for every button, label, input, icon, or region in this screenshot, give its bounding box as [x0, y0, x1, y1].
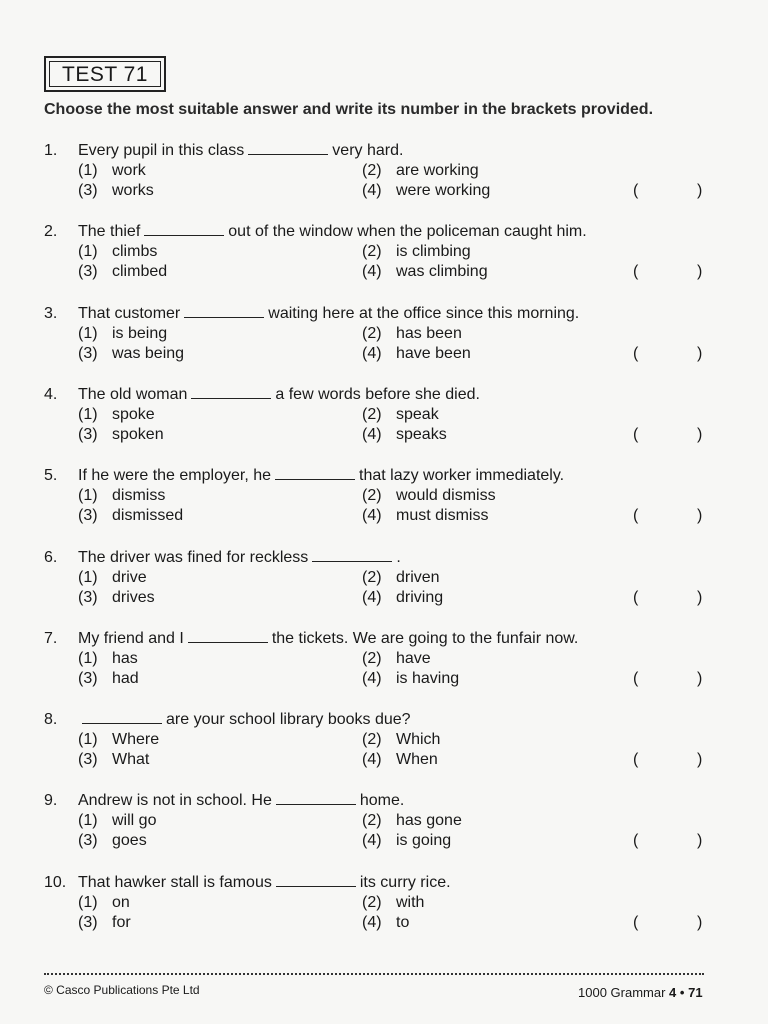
- option-1: [78, 406, 155, 424]
- option-4: [362, 751, 438, 769]
- question-item: [0, 874, 768, 944]
- stem-after: are your school library books due?: [166, 711, 411, 728]
- option-number: (3): [78, 589, 98, 606]
- question-number: 2.: [44, 223, 58, 240]
- option-number: (1): [78, 812, 98, 829]
- answer-bracket-close: ): [697, 670, 703, 687]
- option-text: will go: [112, 812, 157, 829]
- book-title: 1000 Grammar: [578, 985, 666, 1000]
- option-number: (4): [362, 751, 382, 768]
- option-text: must dismiss: [396, 507, 489, 524]
- option-number: (2): [362, 325, 382, 342]
- option-number: (2): [362, 162, 382, 179]
- question-stem: [78, 223, 587, 241]
- option-number: (1): [78, 162, 98, 179]
- option-number: (4): [362, 832, 382, 849]
- answer-blank: [144, 234, 224, 236]
- answer-bracket-close: ): [697, 426, 703, 443]
- option-number: (3): [78, 426, 98, 443]
- option-number: (3): [78, 670, 98, 687]
- stem-after: a few words before she died.: [275, 386, 480, 403]
- stem-before: The driver was fined for reckless: [78, 549, 309, 566]
- option-number: (1): [78, 325, 98, 342]
- option-3: [78, 182, 154, 200]
- option-number: (2): [362, 731, 382, 748]
- option-1: [78, 487, 165, 505]
- option-text: is going: [396, 832, 452, 849]
- option-number: (4): [362, 345, 382, 362]
- option-number: (2): [362, 812, 382, 829]
- option-1: [78, 569, 147, 587]
- stem-before: That customer: [78, 305, 181, 322]
- option-4: [362, 345, 471, 363]
- option-number: (1): [78, 731, 98, 748]
- answer-blank: [82, 722, 162, 724]
- option-1: [78, 325, 167, 343]
- question-item: [0, 305, 768, 375]
- option-4: [362, 263, 488, 281]
- option-4: [362, 670, 459, 688]
- option-2: [362, 406, 439, 424]
- option-text: is being: [112, 325, 168, 342]
- stem-after: waiting here at the office since this morning.: [268, 305, 580, 322]
- answer-bracket-close: ): [697, 589, 703, 606]
- option-text: have been: [396, 345, 471, 362]
- option-text: for: [112, 914, 131, 931]
- question-number: 3.: [44, 305, 58, 322]
- option-number: (4): [362, 263, 382, 280]
- answer-bracket-open: (: [633, 914, 639, 931]
- option-3: [78, 914, 131, 932]
- option-2: [362, 162, 479, 180]
- stem-before: Andrew is not in school. He: [78, 792, 272, 809]
- answer-blank: [191, 397, 271, 399]
- option-text: driven: [396, 569, 440, 586]
- answer-bracket-close: ): [697, 914, 703, 931]
- answer-blank: [276, 885, 356, 887]
- book-level: 4: [669, 985, 677, 1000]
- answer-bracket-open: (: [633, 263, 639, 280]
- option-number: (3): [78, 832, 98, 849]
- answer-bracket-close: ): [697, 263, 703, 280]
- question-stem: [78, 305, 579, 323]
- option-text: on: [112, 894, 130, 911]
- question-number: 5.: [44, 467, 58, 484]
- question-item: [0, 223, 768, 293]
- question-item: [0, 142, 768, 212]
- question-stem: [78, 792, 404, 810]
- stem-after: its curry rice.: [359, 874, 451, 891]
- option-text: driving: [396, 589, 444, 606]
- question-item: [0, 630, 768, 700]
- answer-blank: [248, 153, 328, 155]
- question-number: 4.: [44, 386, 58, 403]
- stem-after: that lazy worker immediately.: [359, 467, 565, 484]
- option-text: with: [396, 894, 425, 911]
- option-text: to: [396, 914, 410, 931]
- answer-bracket-open: (: [633, 832, 639, 849]
- option-text: had: [112, 670, 139, 687]
- option-text: climbs: [112, 243, 158, 260]
- option-4: [362, 832, 451, 850]
- answer-blank: [188, 641, 268, 643]
- option-3: [78, 589, 155, 607]
- option-1: [78, 650, 138, 668]
- option-text: speaks: [396, 426, 447, 443]
- option-text: drive: [112, 569, 147, 586]
- stem-before: Every pupil in this class: [78, 142, 245, 159]
- option-3: [78, 263, 167, 281]
- option-text: were working: [396, 182, 491, 199]
- option-1: [78, 812, 156, 830]
- option-4: [362, 182, 490, 200]
- option-3: [78, 832, 147, 850]
- question-stem: [78, 630, 578, 648]
- answer-bracket-open: (: [633, 670, 639, 687]
- stem-before: That hawker stall is famous: [78, 874, 272, 891]
- question-stem: [78, 874, 451, 892]
- option-4: [362, 426, 447, 444]
- option-number: (4): [362, 507, 382, 524]
- option-text: When: [396, 751, 438, 768]
- question-item: [0, 386, 768, 456]
- option-number: (2): [362, 406, 382, 423]
- option-1: [78, 243, 157, 261]
- answer-bracket-open: (: [633, 751, 639, 768]
- option-number: (2): [362, 243, 382, 260]
- option-1: [78, 162, 146, 180]
- option-2: [362, 243, 471, 261]
- option-3: [78, 670, 139, 688]
- question-number: 9.: [44, 792, 58, 809]
- test-title-box: [44, 56, 166, 92]
- stem-after: home.: [359, 792, 405, 809]
- option-text: Where: [112, 731, 160, 748]
- answer-bracket-open: (: [633, 182, 639, 199]
- option-number: (1): [78, 894, 98, 911]
- answer-bracket-open: (: [633, 426, 639, 443]
- option-3: [78, 426, 164, 444]
- option-number: (3): [78, 263, 98, 280]
- option-1: [78, 731, 159, 749]
- question-stem: [78, 711, 411, 729]
- option-text: has been: [396, 325, 462, 342]
- option-text: was climbing: [396, 263, 488, 280]
- answer-bracket-close: ): [697, 832, 703, 849]
- option-4: [362, 507, 488, 525]
- stem-after: very hard.: [332, 142, 404, 159]
- question-number: 1.: [44, 142, 58, 159]
- question-number: 10.: [44, 874, 67, 891]
- stem-before: The thief: [78, 223, 141, 240]
- option-text: drives: [112, 589, 155, 606]
- option-text: works: [112, 182, 154, 199]
- question-stem: [78, 386, 480, 404]
- option-text: spoke: [112, 406, 155, 423]
- option-number: (1): [78, 569, 98, 586]
- stem-after: .: [396, 549, 401, 566]
- option-text: climbed: [112, 263, 168, 280]
- stem-before: If he were the employer, he: [78, 467, 271, 484]
- instruction-text: Choose the most suitable answer and write its number in the brackets provided.: [44, 101, 654, 118]
- option-text: has gone: [396, 812, 462, 829]
- stem-after: the tickets. We are going to the funfair now.: [271, 630, 579, 647]
- question-item: [0, 467, 768, 537]
- stem-before: My friend and I: [78, 630, 184, 647]
- question-item: [0, 711, 768, 781]
- option-number: (4): [362, 182, 382, 199]
- option-text: dismissed: [112, 507, 184, 524]
- option-2: [362, 731, 440, 749]
- answer-blank: [184, 316, 264, 318]
- option-number: (3): [78, 182, 98, 199]
- option-number: (3): [78, 751, 98, 768]
- option-text: speak: [396, 406, 439, 423]
- option-text: was being: [112, 345, 185, 362]
- answer-bracket-close: ): [697, 751, 703, 768]
- question-number: 8.: [44, 711, 58, 728]
- option-3: [78, 345, 184, 363]
- option-text: work: [112, 162, 146, 179]
- option-4: [362, 589, 443, 607]
- option-text: is climbing: [396, 243, 471, 260]
- question-stem: [78, 467, 564, 485]
- option-text: Which: [396, 731, 441, 748]
- option-number: (2): [362, 650, 382, 667]
- option-text: are working: [396, 162, 479, 179]
- answer-bracket-close: ): [697, 345, 703, 362]
- answer-blank: [275, 478, 355, 480]
- answer-bracket-open: (: [633, 507, 639, 524]
- stem-after: out of the window when the policeman caught him.: [228, 223, 587, 240]
- option-number: (3): [78, 507, 98, 524]
- option-number: (4): [362, 914, 382, 931]
- option-2: [362, 812, 462, 830]
- option-3: [78, 751, 149, 769]
- option-2: [362, 569, 440, 587]
- option-text: dismiss: [112, 487, 166, 504]
- option-2: [362, 650, 431, 668]
- question-number: 7.: [44, 630, 58, 647]
- answer-bracket-close: ): [697, 507, 703, 524]
- option-number: (2): [362, 569, 382, 586]
- question-number: 6.: [44, 549, 58, 566]
- option-number: (4): [362, 426, 382, 443]
- option-text: have: [396, 650, 431, 667]
- question-item: [0, 792, 768, 862]
- footer-separator: •: [679, 985, 685, 1000]
- option-1: [78, 894, 130, 912]
- stem-before: The old woman: [78, 386, 188, 403]
- answer-bracket-close: ): [697, 182, 703, 199]
- option-number: (1): [78, 406, 98, 423]
- test-title: TEST 71: [62, 63, 148, 86]
- answer-bracket-open: (: [633, 345, 639, 362]
- option-3: [78, 507, 183, 525]
- option-2: [362, 325, 462, 343]
- option-number: (4): [362, 589, 382, 606]
- option-number: (1): [78, 650, 98, 667]
- option-4: [362, 914, 409, 932]
- publisher-credit: © Casco Publications Pte Ltd: [44, 983, 200, 997]
- option-text: would dismiss: [396, 487, 496, 504]
- answer-blank: [276, 803, 356, 805]
- option-number: (2): [362, 894, 382, 911]
- question-stem: [78, 549, 401, 567]
- option-number: (3): [78, 914, 98, 931]
- question-item: [0, 549, 768, 619]
- answer-bracket-open: (: [633, 589, 639, 606]
- option-2: [362, 894, 424, 912]
- answer-blank: [312, 560, 392, 562]
- page-number: 71: [688, 985, 703, 1000]
- question-stem: [78, 142, 403, 160]
- option-text: goes: [112, 832, 147, 849]
- option-number: (1): [78, 243, 98, 260]
- option-text: is having: [396, 670, 460, 687]
- option-number: (2): [362, 487, 382, 504]
- option-text: What: [112, 751, 150, 768]
- option-number: (4): [362, 670, 382, 687]
- option-number: (1): [78, 487, 98, 504]
- option-number: (3): [78, 345, 98, 362]
- option-text: spoken: [112, 426, 164, 443]
- footer-divider: [44, 973, 704, 975]
- option-2: [362, 487, 496, 505]
- page-footer: [578, 985, 703, 1000]
- option-text: has: [112, 650, 138, 667]
